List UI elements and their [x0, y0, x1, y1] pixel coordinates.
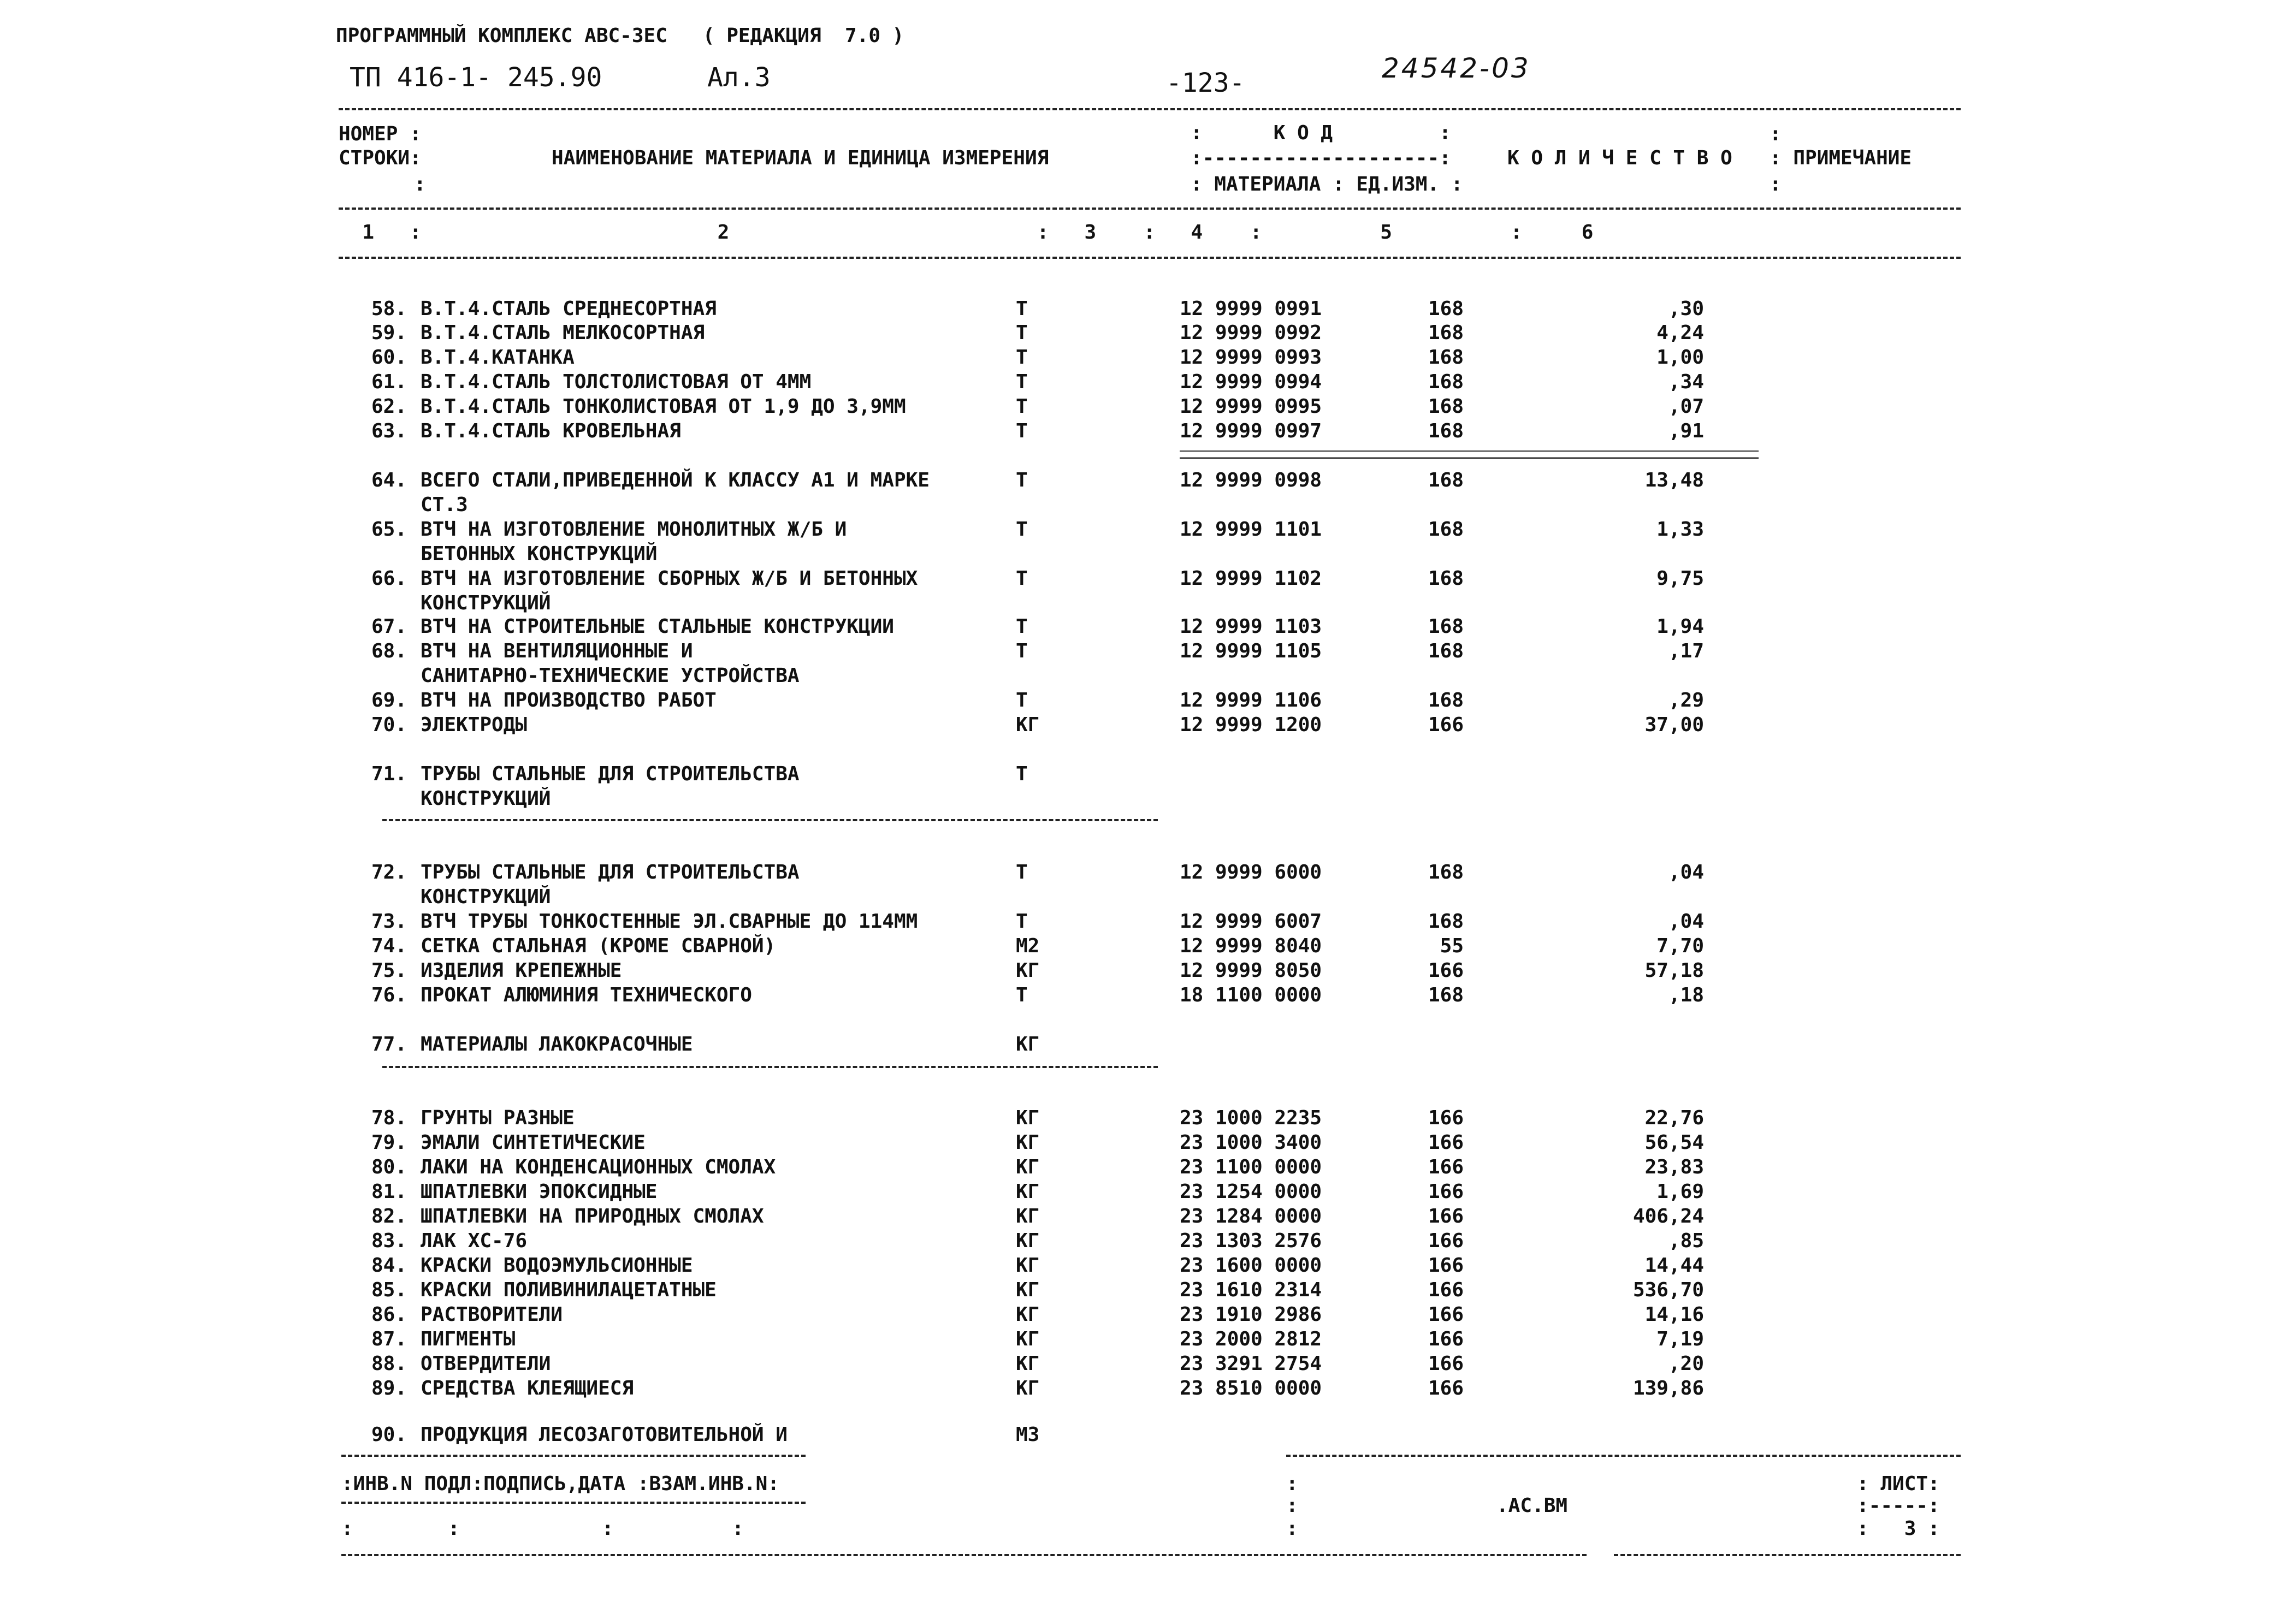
unit-code: 168 [1428, 640, 1464, 662]
material-name: РАСТВОРИТЕЛИ [421, 1303, 563, 1326]
material-name: ОТВЕРДИТЕЛИ [421, 1353, 551, 1375]
material-code: 12 9999 0993 [1180, 346, 1322, 369]
quantity: ,30 [1668, 298, 1704, 320]
material-code: 23 1600 0000 [1180, 1254, 1322, 1277]
material-name: В.Т.4.СТАЛЬ МЕЛКОСОРТНАЯ [421, 322, 705, 344]
sheet-number: : 3 : [1857, 1517, 1940, 1540]
material-code: 12 9999 8040 [1180, 935, 1322, 957]
header-top-rule [339, 108, 1961, 110]
handwritten-number: 24542-03 [1382, 52, 1531, 84]
material-code: 23 3291 2754 [1180, 1353, 1322, 1375]
material-code: 23 1000 3400 [1180, 1131, 1322, 1154]
material-name: КРАСКИ ВОДОЭМУЛЬСИОННЫЕ [421, 1254, 693, 1277]
material-name: В.Т.4.СТАЛЬ ТОЛСТОЛИСТОВАЯ ОТ 4ММ [421, 371, 812, 393]
material-name: ШПАТЛЕВКИ ЭПОКСИДНЫЕ [421, 1181, 658, 1203]
material-code: 23 1610 2314 [1180, 1279, 1322, 1301]
unit-of-measure: КГ [1016, 1328, 1040, 1350]
material-code: 23 1100 0000 [1180, 1156, 1322, 1178]
unit-of-measure: КГ [1016, 1279, 1040, 1301]
document-mark: .АС.ВМ [1496, 1495, 1568, 1517]
unit-of-measure: КГ [1016, 1205, 1040, 1227]
row-number: 59. [371, 322, 407, 344]
material-code: 12 9999 1105 [1180, 640, 1322, 662]
material-name: ВТЧ НА ИЗГОТОВЛЕНИЕ СБОРНЫХ Ж/Б И БЕТОННЫХ [421, 567, 918, 590]
row-number: 85. [371, 1279, 407, 1301]
quantity: 14,16 [1644, 1303, 1704, 1326]
row-number: 75. [371, 959, 407, 982]
unit-of-measure: КГ [1016, 959, 1040, 982]
row-number: 81. [371, 1181, 407, 1203]
program-title: ПРОГРАММНЫЙ КОМПЛЕКС АВС-ЗЕС ( РЕДАКЦИЯ 7.0 ) [336, 25, 904, 47]
material-name: СРЕДСТВА КЛЕЯЩИЕСЯ [421, 1377, 634, 1399]
quantity: ,04 [1668, 861, 1704, 883]
material-name: ТРУБЫ СТАЛЬНЫЕ ДЛЯ СТРОИТЕЛЬСТВА [421, 861, 800, 883]
row-number: 72. [371, 861, 407, 883]
material-code: 12 9999 1102 [1180, 567, 1322, 590]
material-name-continued: КОНСТРУКЦИЙ [421, 886, 551, 908]
unit-of-measure: Т [1016, 689, 1028, 711]
footer-mid-colon-2: : [1286, 1495, 1298, 1517]
material-name: ВСЕГО СТАЛИ,ПРИВЕДЕННОЙ К КЛАССУ А1 И МАРКЕ [421, 469, 930, 491]
material-name-continued: КОНСТРУКЦИЙ [421, 592, 551, 614]
unit-code: 168 [1428, 615, 1464, 638]
unit-of-measure: М3 [1016, 1424, 1040, 1446]
row-number: 76. [371, 984, 407, 1006]
unit-code: 168 [1428, 346, 1464, 369]
quantity: 7,70 [1656, 935, 1704, 957]
unit-code: 166 [1428, 1328, 1464, 1350]
unit-code: 166 [1428, 959, 1464, 982]
quantity: 7,19 [1656, 1328, 1704, 1350]
unit-of-measure: Т [1016, 910, 1028, 933]
sheet-separator: :-----: [1857, 1495, 1940, 1517]
section-rule-77 [382, 1066, 1158, 1068]
material-name: ЭЛЕКТРОДЫ [421, 714, 528, 736]
material-name: ЛАКИ НА КОНДЕНСАЦИОННЫХ СМОЛАХ [421, 1156, 776, 1178]
unit-of-measure: Т [1016, 346, 1028, 369]
unit-of-measure: Т [1016, 763, 1028, 785]
unit-code: 168 [1428, 861, 1464, 883]
stamp-inv-labels: :ИНВ.N ПОДЛ:ПОДПИСЬ,ДАТА :ВЗАМ.ИНВ.N: [341, 1473, 779, 1495]
unit-code: 166 [1428, 1181, 1464, 1203]
footer-bottom-rule-left [341, 1554, 1587, 1556]
unit-code: 168 [1428, 689, 1464, 711]
header-stroki: СТРОКИ: [339, 147, 422, 169]
quantity: ,29 [1668, 689, 1704, 711]
material-code: 12 9999 0994 [1180, 371, 1322, 393]
section-rule-71 [382, 819, 1158, 821]
quantity: ,20 [1668, 1353, 1704, 1375]
footer-mid-colon-1: : [1286, 1473, 1298, 1495]
unit-of-measure: Т [1016, 420, 1028, 442]
row-number: 68. [371, 640, 407, 662]
totals-double-rule [1180, 450, 1759, 459]
unit-code: 166 [1428, 1353, 1464, 1375]
header-kod-separator: :--------------------: [1191, 147, 1451, 169]
row-number: 74. [371, 935, 407, 957]
unit-of-measure: Т [1016, 615, 1028, 638]
unit-code: 166 [1428, 1230, 1464, 1252]
material-name: ВТЧ НА ИЗГОТОВЛЕНИЕ МОНОЛИТНЫХ Ж/Б И [421, 518, 847, 541]
unit-of-measure: Т [1016, 984, 1028, 1006]
page-number: -123- [1166, 68, 1245, 98]
quantity: 536,70 [1632, 1279, 1704, 1301]
quantity: 406,24 [1632, 1205, 1704, 1227]
material-name-continued: КОНСТРУКЦИЙ [421, 787, 551, 810]
material-name: В.Т.4.КАТАНКА [421, 346, 575, 369]
row-number: 60. [371, 346, 407, 369]
row-number: 84. [371, 1254, 407, 1277]
unit-of-measure: КГ [1016, 1107, 1040, 1129]
unit-code: 168 [1428, 567, 1464, 590]
material-name: ВТЧ НА ВЕНТИЛЯЦИОННЫЕ И [421, 640, 693, 662]
material-code: 12 9999 0998 [1180, 469, 1322, 491]
material-code: 12 9999 0991 [1180, 298, 1322, 320]
row-number: 69. [371, 689, 407, 711]
row-number: 79. [371, 1131, 407, 1154]
row-number: 61. [371, 371, 407, 393]
stamp-empty-cells: : : : : [341, 1517, 744, 1540]
header-kol-colon-bottom: : [1770, 173, 1782, 195]
unit-of-measure: КГ [1016, 714, 1040, 736]
material-name: В.Т.4.СТАЛЬ КРОВЕЛЬНАЯ [421, 420, 681, 442]
material-name: ЭМАЛИ СИНТЕТИЧЕСКИЕ [421, 1131, 646, 1154]
material-name: КРАСКИ ПОЛИВИНИЛАЦЕТАТНЫЕ [421, 1279, 717, 1301]
quantity: 1,94 [1656, 615, 1704, 638]
unit-code: 166 [1428, 1156, 1464, 1178]
unit-code: 168 [1428, 420, 1464, 442]
quantity: 14,44 [1644, 1254, 1704, 1277]
quantity: ,85 [1668, 1230, 1704, 1252]
unit-of-measure: КГ [1016, 1156, 1040, 1178]
material-name-continued: БЕТОННЫХ КОНСТРУКЦИЙ [421, 543, 658, 565]
material-name-continued: СТ.3 [421, 494, 468, 516]
unit-of-measure: КГ [1016, 1303, 1040, 1326]
quantity: 9,75 [1656, 567, 1704, 590]
header-mid-rule [339, 207, 1961, 210]
row-number: 87. [371, 1328, 407, 1350]
row-number: 66. [371, 567, 407, 590]
row-number: 67. [371, 615, 407, 638]
header-colon: : [414, 173, 426, 195]
unit-of-measure: Т [1016, 395, 1028, 418]
material-code: 12 9999 1106 [1180, 689, 1322, 711]
quantity: 1,33 [1656, 518, 1704, 541]
quantity: 1,00 [1656, 346, 1704, 369]
header-primechanie: : ПРИМЕЧАНИЕ [1770, 147, 1912, 169]
unit-code: 168 [1428, 469, 1464, 491]
material-code: 23 1910 2986 [1180, 1303, 1322, 1326]
unit-of-measure: КГ [1016, 1254, 1040, 1277]
material-code: 12 9999 1101 [1180, 518, 1322, 541]
unit-of-measure: Т [1016, 861, 1028, 883]
quantity: 139,86 [1632, 1377, 1704, 1399]
material-code: 23 1303 2576 [1180, 1230, 1322, 1252]
quantity: 4,24 [1656, 322, 1704, 344]
material-name: ВТЧ НА СТРОИТЕЛЬНЫЕ СТАЛЬНЫЕ КОНСТРУКЦИИ [421, 615, 894, 638]
material-name: ПРОДУКЦИЯ ЛЕСОЗАГОТОВИТЕЛЬНОЙ И [421, 1424, 788, 1446]
unit-of-measure: Т [1016, 371, 1028, 393]
unit-code: 166 [1428, 1254, 1464, 1277]
header-kolichestvo: К О Л И Ч Е С Т В О [1507, 147, 1732, 169]
row-number: 62. [371, 395, 407, 418]
unit-code: 166 [1428, 1205, 1464, 1227]
unit-of-measure: КГ [1016, 1377, 1040, 1399]
material-name: В.Т.4.СТАЛЬ ТОНКОЛИСТОВАЯ ОТ 1,9 ДО 3,9ММ [421, 395, 906, 418]
row-number: 64. [371, 469, 407, 491]
material-name: ВТЧ ТРУБЫ ТОНКОСТЕННЫЕ ЭЛ.СВАРНЫЕ ДО 114ММ [421, 910, 918, 933]
material-name: ВТЧ НА ПРОИЗВОДСТВО РАБОТ [421, 689, 717, 711]
unit-code: 168 [1428, 984, 1464, 1006]
row-number: 73. [371, 910, 407, 933]
quantity: ,91 [1668, 420, 1704, 442]
row-number: 82. [371, 1205, 407, 1227]
row-number: 65. [371, 518, 407, 541]
quantity: 13,48 [1644, 469, 1704, 491]
stamp-mid-rule [341, 1502, 806, 1504]
unit-of-measure: КГ [1016, 1181, 1040, 1203]
quantity: ,07 [1668, 395, 1704, 418]
quantity: ,18 [1668, 984, 1704, 1006]
unit-code: 166 [1428, 1303, 1464, 1326]
material-code: 23 1254 0000 [1180, 1181, 1322, 1203]
material-name: ЛАК ХС-76 [421, 1230, 528, 1252]
material-code: 12 9999 6000 [1180, 861, 1322, 883]
material-name: ШПАТЛЕВКИ НА ПРИРОДНЫХ СМОЛАХ [421, 1205, 764, 1227]
sheet-label: : ЛИСТ: [1857, 1473, 1940, 1495]
quantity: ,17 [1668, 640, 1704, 662]
unit-of-measure: Т [1016, 518, 1028, 541]
quantity: 23,83 [1644, 1156, 1704, 1178]
material-code: 12 9999 1103 [1180, 615, 1322, 638]
unit-code: 55 [1440, 935, 1464, 957]
header-kol-colon-top: : [1770, 123, 1782, 145]
material-code: 23 1284 0000 [1180, 1205, 1322, 1227]
row-number: 90. [371, 1424, 407, 1446]
unit-of-measure: Т [1016, 298, 1028, 320]
header-kod-sub: : МАТЕРИАЛА : ЕД.ИЗМ. : [1191, 173, 1463, 195]
row-number: 78. [371, 1107, 407, 1129]
material-name: ПРОКАТ АЛЮМИНИЯ ТЕХНИЧЕСКОГО [421, 984, 752, 1006]
quantity: 57,18 [1644, 959, 1704, 982]
material-name: ГРУНТЫ РАЗНЫЕ [421, 1107, 575, 1129]
unit-of-measure: Т [1016, 469, 1028, 491]
header-bottom-rule [339, 257, 1961, 259]
row-number: 70. [371, 714, 407, 736]
quantity: 37,00 [1644, 714, 1704, 736]
quantity: 56,54 [1644, 1131, 1704, 1154]
material-code: 18 1100 0000 [1180, 984, 1322, 1006]
row-number: 58. [371, 298, 407, 320]
material-name: МАТЕРИАЛЫ ЛАКОКРАСОЧНЫЕ [421, 1033, 693, 1055]
header-name-title: НАИМЕНОВАНИЕ МАТЕРИАЛА И ЕДИНИЦА ИЗМЕРЕНИЯ [552, 147, 1049, 169]
quantity: ,34 [1668, 371, 1704, 393]
unit-of-measure: Т [1016, 640, 1028, 662]
material-code: 12 9999 6007 [1180, 910, 1322, 933]
unit-code: 168 [1428, 910, 1464, 933]
material-code: 23 8510 0000 [1180, 1377, 1322, 1399]
unit-code: 166 [1428, 1107, 1464, 1129]
footer-left-top-rule [341, 1455, 806, 1457]
unit-code: 166 [1428, 1131, 1464, 1154]
material-name: ТРУБЫ СТАЛЬНЫЕ ДЛЯ СТРОИТЕЛЬСТВА [421, 763, 800, 785]
unit-of-measure: КГ [1016, 1131, 1040, 1154]
unit-code: 168 [1428, 322, 1464, 344]
unit-of-measure: Т [1016, 567, 1028, 590]
material-name: В.Т.4.СТАЛЬ СРЕДНЕСОРТНАЯ [421, 298, 717, 320]
material-name: СЕТКА СТАЛЬНАЯ (КРОМЕ СВАРНОЙ) [421, 935, 776, 957]
footer-bottom-rule-right [1614, 1554, 1961, 1556]
quantity: 22,76 [1644, 1107, 1704, 1129]
row-number: 71. [371, 763, 407, 785]
unit-code: 166 [1428, 1377, 1464, 1399]
row-number: 83. [371, 1230, 407, 1252]
unit-code: 168 [1428, 298, 1464, 320]
footer-right-top-rule [1286, 1455, 1961, 1457]
material-code: 12 9999 0997 [1180, 420, 1322, 442]
unit-code: 168 [1428, 518, 1464, 541]
material-code: 23 1000 2235 [1180, 1107, 1322, 1129]
unit-of-measure: КГ [1016, 1230, 1040, 1252]
row-number: 89. [371, 1377, 407, 1399]
header-nomer: НОМЕР : [339, 123, 422, 145]
album-number: Ал.3 [707, 62, 771, 93]
material-name-continued: САНИТАРНО-ТЕХНИЧЕСКИЕ УСТРОЙСТВА [421, 665, 800, 687]
unit-of-measure: КГ [1016, 1033, 1040, 1055]
row-number: 63. [371, 420, 407, 442]
unit-code: 166 [1428, 1279, 1464, 1301]
unit-code: 166 [1428, 714, 1464, 736]
row-number: 77. [371, 1033, 407, 1055]
material-name: ПИГМЕНТЫ [421, 1328, 516, 1350]
header-kod: : К О Д : [1191, 122, 1451, 144]
material-name: ИЗДЕЛИЯ КРЕПЕЖНЫЕ [421, 959, 622, 982]
unit-of-measure: КГ [1016, 1353, 1040, 1375]
material-code: 12 9999 0992 [1180, 322, 1322, 344]
row-number: 86. [371, 1303, 407, 1326]
material-code: 23 2000 2812 [1180, 1328, 1322, 1350]
column-numbers-row: 1 : 2 : 3 : 4 : 5 : 6 [339, 221, 1594, 244]
material-code: 12 9999 0995 [1180, 395, 1322, 418]
material-code: 12 9999 1200 [1180, 714, 1322, 736]
document-code: ТП 416-1- 245.90 [350, 62, 602, 93]
unit-of-measure: Т [1016, 322, 1028, 344]
quantity: ,04 [1668, 910, 1704, 933]
unit-code: 168 [1428, 371, 1464, 393]
unit-code: 168 [1428, 395, 1464, 418]
row-number: 88. [371, 1353, 407, 1375]
footer-mid-colon-3: : [1286, 1517, 1298, 1540]
row-number: 80. [371, 1156, 407, 1178]
quantity: 1,69 [1656, 1181, 1704, 1203]
material-code: 12 9999 8050 [1180, 959, 1322, 982]
unit-of-measure: М2 [1016, 935, 1040, 957]
